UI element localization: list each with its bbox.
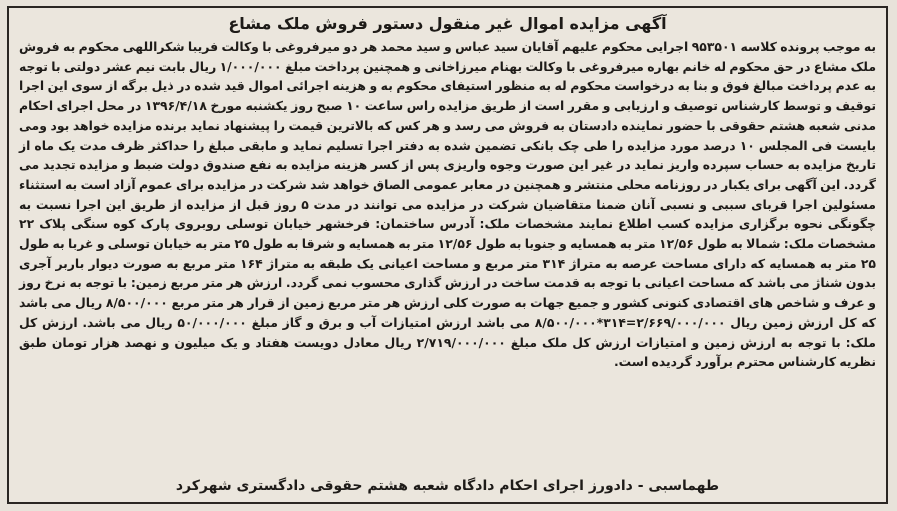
notice-signature: طهماسبی - دادورز اجرای احکام دادگاه شعبه هشتم حقوقی دادگستری شهرکرد	[175, 478, 720, 494]
notice-body: به موجب پرونده کلاسه ۹۵۳۵۰۱ اجرایی محکوم علیهم آقایان سید عباس و سید محمد هر دو میرفروغی با وکالت فریبا شکراللهی محکوم به فروش ملک مشاع در حق محکوم له خانم بهاره میرفروغی با وکالت بهنام میرزاخانی و همچنین پرداخت مبلغ ۱/۰۰۰/۰۰۰ ریال بابت نیم عشر دولتی با توجه به عدم پرداخت مبالغ فوق و بنا به درخواست محکوم له به منظور استیفای محکوم به و هزینه اجرائی اموال قید شده در ذیل برگه از سوی این اجرا توقیف و توسط کارشناس توصیف و ارزیابی و مقرر است از طریق مزایده راس ساعت ۱۰ صبح روز یکشنبه مورخ ۱۳۹۶/۴/۱۸ در محل اجرای احکام مدنی شعبه هشتم حقوقی با حضور نماینده دادستان به فروش می رسد و هر کس که بالاترین قیمت را پیشنهاد نماید برنده مزایده خواهد بود ومی بایست فی المجلس ۱۰ درصد مورد مزایده را طی چک بانکی تضمین شده به دفتر اجرا تسلیم نماید و مابقی مبلغ را حداکثر ظرف مدت یک ماه از تاریخ مزایده به حساب سپرده واریز نماید در غیر این صورت وجوه واریزی پس از کسر هزینه مزایده به نفع صندوق دولت ضبط و مزایده تجدید می گردد. این آگهی برای یکبار در روزنامه محلی منتشر و همچنین در معابر عمومی الصاق خواهد شد شرکت در مزایده برای عموم آزاد است به استثناء مسئولین اجرا قربای سببی و نسبی آنان ضمنا متقاضیان شرکت در مزایده می توانند در مدت ۵ روز قبل از مزایده از طریق این اجرا نسبت به چگونگی نحوه برگزاری مزایده کسب اطلاع نمایند مشخصات ملک: آدرس ساختمان: فرخشهر خیابان توسلی روبروی پارک کوه سنگی پلاک ۲۲ مشخصات ملک: شمالا به طول ۱۲/۵۶ متر به همسایه و جنوبا به طول ۱۲/۵۶ متر به همسایه و شرقا به طول ۲۵ متر به خیابان توسلی و غربا به طول ۲۵ متر به همسایه که دارای مساحت عرصه به متراژ ۳۱۴ متر مربع و مساحت اعیانی یک طبقه به متراژ ۱۶۴ متر مربع به صورت دیوار باربر آجری بدون شناژ می باشد که مساحت اعیانی با توجه به قدمت ساخت در ارزش گذاری محسوب نمی گردد. ارزش هر متر مربع زمین: با توجه به نرخ روز و عرف و شاخص های اقتصادی کنونی کشور و جمیع جهات به صورت کلی ارزش هر متر مربع زمین از قرار هر متر مربع ۸/۵۰۰/۰۰۰ ریال می باشد که کل ارزش زمین ریال ۲/۶۶۹/۰۰۰/۰۰۰=۳۱۴*۸/۵۰۰/۰۰۰ می باشد ارزش امتیازات آب و برق و گاز مبلغ ۵۰/۰۰۰/۰۰۰ ریال می باشد. ارزش کل ملک: با توجه به ارزش زمین و امتیازات ارزش کل ملک مبلغ ۲/۷۱۹/۰۰۰/۰۰۰ ریال معادل دویست هفتاد و یک میلیون و نهصد هزار تومان طبق نظریه کارشناس محترم برآورد گردیده است.	[18, 39, 876, 370]
notice-title: آگهی مزایده اموال غیر منقول دستور فروش ملک مشاع	[228, 14, 667, 33]
auction-notice	[7, 6, 888, 504]
